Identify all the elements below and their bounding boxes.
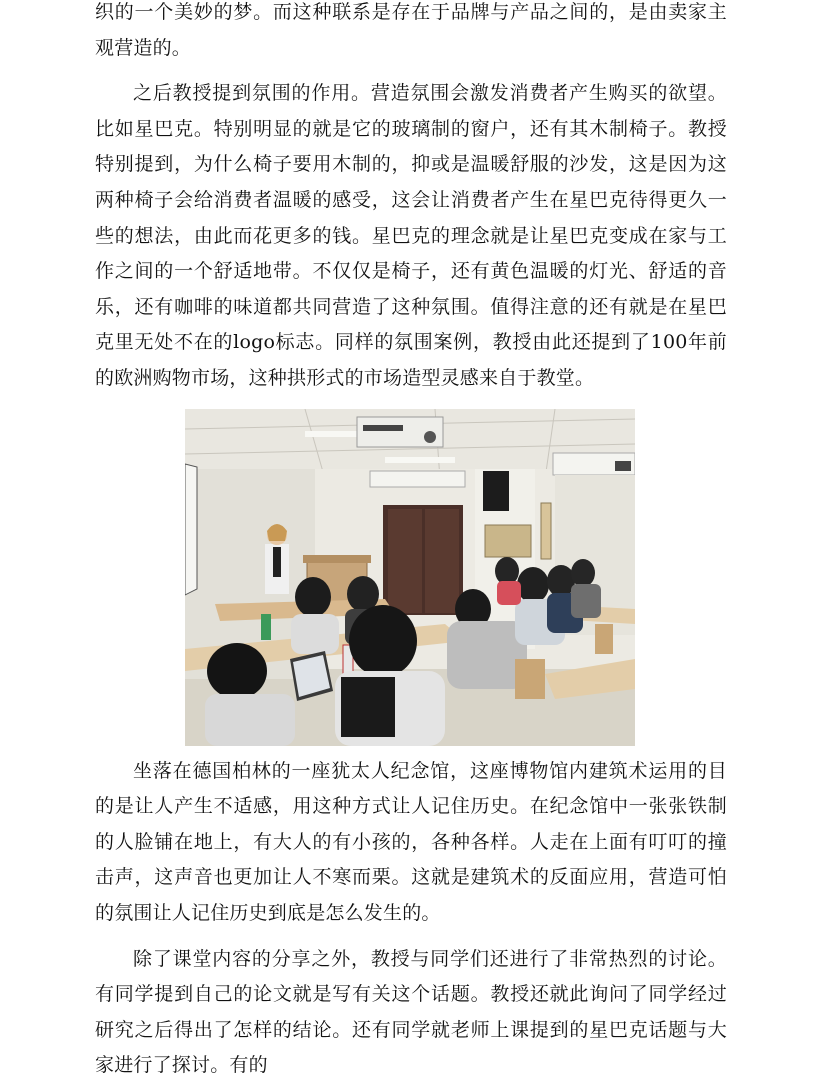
document-page [95,0,727,1084]
paragraph-1: 织的一个美妙的梦。而这种联系是存在于品牌与产品之间的，是由卖家主观营造的。 [95,1,727,59]
paragraph-3: 坐落在德国柏林的一座犹太人纪念馆，这座博物馆内建筑术运用的目的是让人产生不适感，用这种方式让人记住历史。在纪念馆中一张张铁制的人脸铺在地上，有大人的有小孩的，各种各样。人走在上面有叮叮的撞击声，这声音也更加让人不寒而栗。这就是建筑术的反面应用，营造可怕的氛围让人记住历史到底是怎么发生的。 [95,759,727,924]
paragraph-2: 之后教授提到氛围的作用。营造氛围会激发消费者产生购买的欲望。比如星巴克。特别明显的就是它的玻璃制的窗户，还有其木制椅子。教授特别提到，为什么椅子要用木制的，抑或是温暖舒服的沙发，这是因为这两种椅子会给消费者温暖的感受，这会让消费者产生在星巴克待得更久一些的想法，由此而花更多的钱。星巴克的理念就是让星巴克变成在家与工作之间的一个舒适地带。不仅仅是椅子，还有黄色温暖的灯光、舒适的音乐，还有咖啡的味道都共同营造了这种氛围。值得注意的还有就是在星巴克里无处不在的logo标志。同样的氛围案例，教授由此还提到了100年前的欧洲购物市场，这种拱形式的市场造型灵感来自于教堂。 [95,82,727,389]
classroom-photo-drawing [185,409,635,746]
classroom-photo [185,409,635,746]
paragraph-4: 除了课堂内容的分享之外，教授与同学们还进行了非常热烈的讨论。有同学提到自己的论文就是写有关这个话题。教授还就此询问了同学经过研究之后得出了怎样的结论。还有同学就老师上课提到的星巴克话题与大家进行了探讨。有的 [95,947,727,1077]
